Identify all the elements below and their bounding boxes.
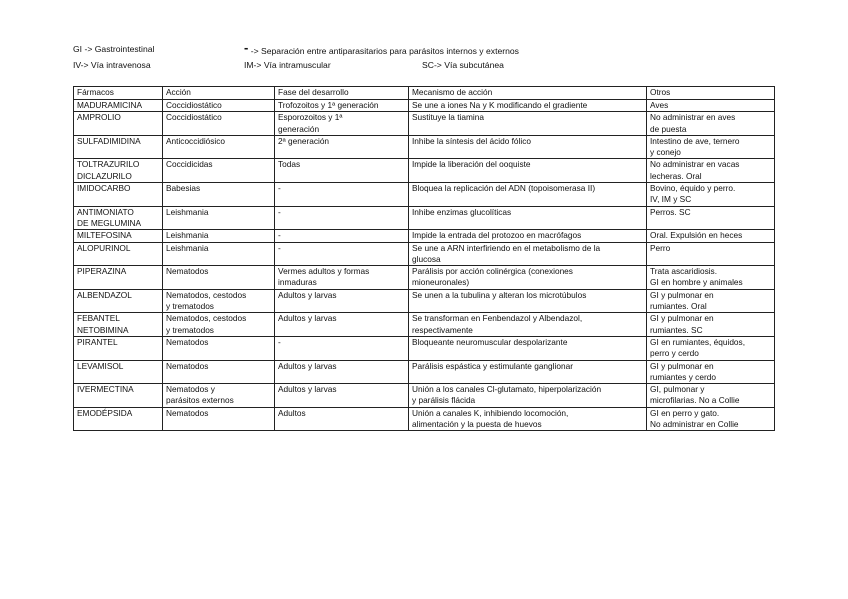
- mechanism-cell-text: Se une a ARN interfiriendo en el metabolismo de la glucosa: [412, 242, 601, 264]
- drug-name-cell-text: LEVAMISOL: [77, 360, 124, 371]
- phase-cell-text: Adultos: [278, 407, 306, 418]
- drug-name-cell: [74, 289, 163, 313]
- table-row: [74, 206, 775, 230]
- action-cell-text: Nematodos: [166, 407, 209, 418]
- table-body: [74, 100, 775, 431]
- drug-name-cell: [74, 266, 163, 290]
- notes-cell-text: No administrar en vacas lecheras. Oral: [650, 159, 740, 181]
- legend-separator-text: -> Separación entre antiparasitarios para parásitos internos y externos: [250, 46, 519, 56]
- mechanism-cell: [409, 289, 647, 313]
- action-cell-text: Nematodos: [166, 266, 209, 277]
- notes-cell-text: Aves: [650, 100, 669, 110]
- drug-name-cell: [74, 360, 163, 384]
- mechanism-cell: [409, 135, 647, 159]
- notes-cell-text: Bovino, équido y perro. IV, IM y SC: [650, 183, 736, 205]
- notes-cell-text: No administrar en aves de puesta: [650, 112, 736, 134]
- phase-cell-text: 2ª generación: [278, 135, 330, 146]
- phase-cell: [275, 313, 409, 337]
- action-cell-text: Nematodos: [166, 336, 209, 347]
- action-cell: [163, 100, 275, 112]
- mechanism-cell: [409, 242, 647, 266]
- drug-name-cell-text: SULFADIMIDINA: [77, 135, 141, 146]
- table-row: [74, 159, 775, 183]
- phase-cell: [275, 266, 409, 290]
- notes-cell: [647, 360, 775, 384]
- phase-cell-text: Adultos y larvas: [278, 360, 337, 371]
- header-otros: Otros: [647, 87, 775, 100]
- legend-separator: [244, 40, 519, 57]
- phase-cell-text: Adultos y larvas: [278, 313, 337, 324]
- phase-cell: [275, 384, 409, 408]
- phase-cell-text: -: [278, 206, 281, 217]
- drug-name-cell: [74, 183, 163, 207]
- action-cell: [163, 159, 275, 183]
- notes-cell-text: Trata ascaridiosis. GI en hombre y animales: [650, 266, 743, 288]
- mechanism-cell-text: Se une a iones Na y K modificando el gradiente: [412, 100, 588, 110]
- phase-cell: [275, 100, 409, 112]
- phase-cell: [275, 407, 409, 431]
- action-cell: [163, 266, 275, 290]
- mechanism-cell-text: Se unen a la tubulina y alteran los microtúbulos: [412, 289, 587, 300]
- table-row: [74, 100, 775, 112]
- header-mecanismo: Mecanismo de acción: [409, 87, 647, 100]
- mechanism-cell-text: Parálisis espástica y estimulante ganglionar: [412, 360, 573, 371]
- action-cell-text: Nematodos, cestodos y trematodos: [166, 313, 247, 335]
- mechanism-cell-text: Unión a canales K, inhibiendo locomoción, alimentación y la puesta de huevos: [412, 407, 569, 430]
- action-cell: [163, 183, 275, 207]
- table-header-row: [74, 87, 775, 100]
- legend-gi: GI -> Gastrointestinal: [73, 44, 155, 54]
- drug-name-cell-text: EMODÉPSIDA: [77, 407, 133, 418]
- legend-iv: IV-> Vía intravenosa: [73, 60, 151, 70]
- action-cell-text: Leishmania: [166, 242, 209, 253]
- phase-cell: [275, 135, 409, 159]
- notes-cell-text: GI y pulmonar en rumiantes. SC: [650, 313, 714, 335]
- notes-cell: [647, 112, 775, 136]
- mechanism-cell-text: Unión a los canales Cl-glutamato, hiperpolarización y parálisis flácida: [412, 384, 602, 406]
- action-cell-text: Leishmania: [166, 230, 209, 241]
- phase-cell: [275, 112, 409, 136]
- drug-name-cell-text: ALBENDAZOL: [77, 289, 132, 300]
- action-cell: [163, 336, 275, 360]
- table-row: [74, 289, 775, 313]
- mechanism-cell: [409, 360, 647, 384]
- drug-name-cell-text: ALOPURINOL: [77, 242, 131, 253]
- mechanism-cell-text: Sustituye la tiamina: [412, 112, 484, 123]
- notes-cell: [647, 289, 775, 313]
- notes-cell-text: GI y pulmonar en rumiantes. Oral: [650, 289, 714, 312]
- action-cell: [163, 230, 275, 242]
- table-row: [74, 360, 775, 384]
- table-row: [74, 313, 775, 337]
- table-row: [74, 183, 775, 207]
- table-row: [74, 407, 775, 431]
- drug-name-cell-text: FEBANTEL NETOBIMINA: [77, 313, 129, 335]
- notes-cell-text: GI y pulmonar en rumiantes y cerdo: [650, 360, 716, 382]
- drug-name-cell: [74, 159, 163, 183]
- notes-cell: [647, 384, 775, 408]
- legend-im: IM-> Vía intramuscular: [244, 60, 331, 70]
- phase-cell: [275, 230, 409, 242]
- drug-name-cell-text: ANTIMONIATO DE MEGLUMINA: [77, 206, 142, 228]
- phase-cell-text: Esporozoitos y 1ª generación: [278, 112, 343, 134]
- phase-cell-text: Vermes adultos y formas inmaduras: [278, 266, 370, 288]
- action-cell: [163, 242, 275, 266]
- mechanism-cell: [409, 100, 647, 112]
- action-cell: [163, 407, 275, 431]
- notes-cell-text: Perros. SC: [650, 206, 691, 217]
- phase-cell: [275, 206, 409, 230]
- action-cell: [163, 135, 275, 159]
- action-cell: [163, 360, 275, 384]
- drug-name-cell-text: PIRANTEL: [77, 336, 118, 347]
- drug-name-cell: [74, 336, 163, 360]
- mechanism-cell: [409, 112, 647, 136]
- table-row: [74, 384, 775, 408]
- drug-name-cell: [74, 242, 163, 266]
- mechanism-cell-text: Bloqueante neuromuscular despolarizante: [412, 336, 568, 347]
- phase-cell-text: -: [278, 242, 281, 253]
- mechanism-cell: [409, 384, 647, 408]
- phase-cell-text: -: [278, 183, 281, 194]
- mechanism-cell: [409, 183, 647, 207]
- mechanism-cell-text: Se transforman en Fenbendazol y Albendazol, respectivamente: [412, 313, 583, 335]
- phase-cell: [275, 336, 409, 360]
- action-cell-text: Leishmania: [166, 206, 209, 217]
- notes-cell-text: GI en perro y gato. No administrar en Collie: [650, 407, 739, 430]
- action-cell: [163, 206, 275, 230]
- mechanism-cell-text: Impide la liberación del ooquiste: [412, 159, 531, 170]
- action-cell-text: Coccidiostático: [166, 100, 222, 110]
- drug-name-cell-text: MILTEFOSINA: [77, 230, 132, 241]
- notes-cell: [647, 230, 775, 242]
- mechanism-cell: [409, 336, 647, 360]
- notes-cell-text: Oral. Expulsión en heces: [650, 230, 743, 241]
- table-row: [74, 135, 775, 159]
- drug-name-cell: [74, 112, 163, 136]
- drug-name-cell: [74, 135, 163, 159]
- phase-cell-text: Adultos y larvas: [278, 384, 337, 395]
- action-cell-text: Nematodos: [166, 360, 209, 371]
- notes-cell: [647, 266, 775, 290]
- notes-cell: [647, 336, 775, 360]
- drug-name-cell-text: MADURAMICINA: [77, 100, 142, 110]
- drug-name-cell-text: PIPERAZINA: [77, 266, 127, 277]
- action-cell-text: Coccidiostático: [166, 112, 222, 123]
- action-cell: [163, 313, 275, 337]
- notes-cell: [647, 206, 775, 230]
- action-cell-text: Coccidicidas: [166, 159, 213, 170]
- mechanism-cell: [409, 206, 647, 230]
- mechanism-cell: [409, 407, 647, 431]
- drug-name-cell-text: IMIDOCARBO: [77, 183, 131, 194]
- notes-cell-text: GI en rumiantes, équidos, perro y cerdo: [650, 336, 746, 359]
- phase-cell-text: Todas: [278, 159, 301, 170]
- notes-cell: [647, 313, 775, 337]
- notes-cell: [647, 407, 775, 431]
- notes-cell-text: GI, pulmonar y microfilarias. No a Collie: [650, 384, 740, 406]
- table-row: [74, 242, 775, 266]
- mechanism-cell-text: Parálisis por acción colinérgica (conexiones mioneuronales): [412, 266, 573, 288]
- mechanism-cell-text: Inhibe la síntesis del ácido fólico: [412, 135, 531, 146]
- phase-cell: [275, 183, 409, 207]
- drug-name-cell: [74, 313, 163, 337]
- phase-cell-text: -: [278, 336, 281, 347]
- mechanism-cell: [409, 313, 647, 337]
- phase-cell: [275, 360, 409, 384]
- drug-name-cell: [74, 384, 163, 408]
- action-cell: [163, 289, 275, 313]
- mechanism-cell: [409, 230, 647, 242]
- action-cell-text: Anticoccidiósico: [166, 135, 226, 146]
- drug-name-cell-text: TOLTRAZURILO DICLAZURILO: [77, 159, 140, 181]
- drugs-table: [73, 86, 775, 431]
- notes-cell-text: Intestino de ave, ternero y conejo: [650, 135, 740, 158]
- phase-cell-text: Trofozoitos y 1ª generación: [278, 100, 379, 110]
- drug-name-cell-text: AMPROLIO: [77, 112, 121, 123]
- mechanism-cell: [409, 266, 647, 290]
- notes-cell: [647, 183, 775, 207]
- phase-cell: [275, 289, 409, 313]
- legend-sc: SC-> Vía subcutánea: [422, 60, 504, 70]
- table-row: [74, 266, 775, 290]
- header-farmacos: Fármacos: [74, 87, 163, 100]
- drug-name-cell: [74, 100, 163, 112]
- phase-cell-text: -: [278, 230, 281, 241]
- mechanism-cell-text: Bloquea la replicación del ADN (topoisomerasa II): [412, 183, 596, 194]
- table-row: [74, 230, 775, 242]
- mechanism-cell: [409, 159, 647, 183]
- phase-cell: [275, 242, 409, 266]
- table-row: [74, 336, 775, 360]
- action-cell-text: Babesias: [166, 183, 201, 194]
- action-cell-text: Nematodos y parásitos externos: [166, 384, 234, 406]
- phase-cell: [275, 159, 409, 183]
- drug-name-cell: [74, 206, 163, 230]
- header-accion: Acción: [163, 87, 275, 100]
- action-cell-text: Nematodos, cestodos y trematodos: [166, 289, 247, 312]
- header-fase: Fase del desarrollo: [275, 87, 409, 100]
- phase-cell-text: Adultos y larvas: [278, 289, 337, 300]
- action-cell: [163, 112, 275, 136]
- drug-name-cell: [74, 407, 163, 431]
- notes-cell: [647, 135, 775, 159]
- mechanism-cell-text: Impide la entrada del protozoo en macrófagos: [412, 230, 582, 241]
- notes-cell: [647, 242, 775, 266]
- notes-cell: [647, 159, 775, 183]
- mechanism-cell-text: Inhibe enzimas glucolíticas: [412, 206, 512, 217]
- notes-cell-text: Perro: [650, 242, 671, 253]
- notes-cell: [647, 100, 775, 112]
- drug-name-cell-text: IVERMECTINA: [77, 384, 134, 395]
- action-cell: [163, 384, 275, 408]
- drug-name-cell: [74, 230, 163, 242]
- dash-symbol: -: [244, 40, 249, 55]
- table-row: [74, 112, 775, 136]
